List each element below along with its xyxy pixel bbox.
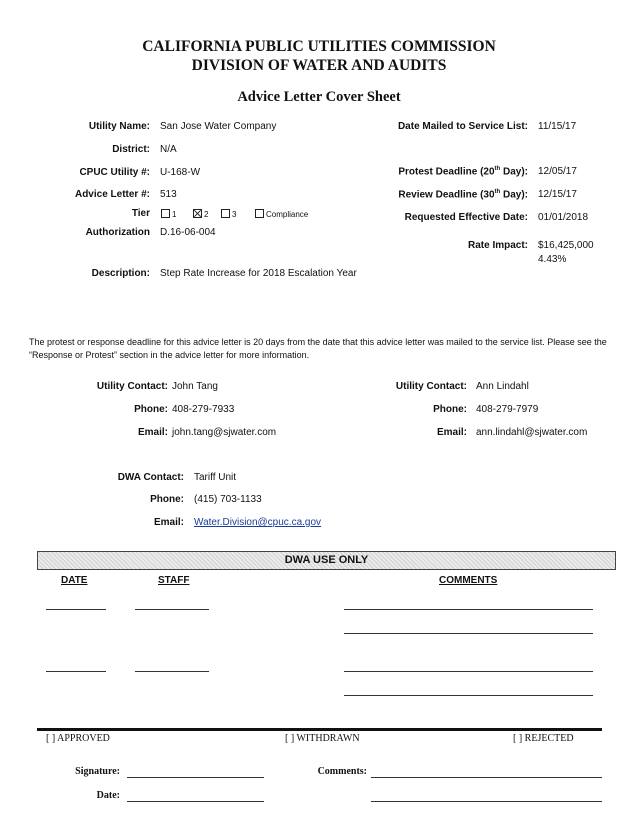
effective-date-label: Requested Effective Date: xyxy=(404,212,528,223)
page-title: Advice Letter Cover Sheet xyxy=(237,89,401,105)
district-value: N/A xyxy=(160,144,177,155)
comments-line-3 xyxy=(344,671,593,672)
review-deadline-value: 12/15/17 xyxy=(538,189,577,200)
utility-contact-name: John Tang xyxy=(172,381,218,392)
comments-column-header: COMMENTS xyxy=(439,575,498,586)
description-value: Step Rate Increase for 2018 Escalation Year xyxy=(160,268,357,279)
staff-line-2 xyxy=(135,671,209,672)
rate-impact-amount: $16,425,000 xyxy=(538,240,594,251)
tier-label: Tier xyxy=(131,208,150,219)
district-label: District: xyxy=(112,144,150,155)
effective-date-value: 01/01/2018 xyxy=(538,212,589,223)
tier-option-compliance[interactable]: Compliance xyxy=(255,209,308,219)
utility-contact-phone: 408-279-7933 xyxy=(172,404,235,415)
dwa-email-link[interactable]: Water.Division@cpuc.ca.gov xyxy=(194,517,322,528)
checkbox-icon xyxy=(255,209,264,218)
utility-contact-email-2[interactable]: ann.lindahl@sjwater.com xyxy=(476,427,588,438)
staff-line-1 xyxy=(135,609,209,610)
utility-contact-phone-2: 408-279-7979 xyxy=(476,404,539,415)
comments-line-2 xyxy=(344,633,593,634)
checkbox-icon xyxy=(221,209,230,218)
comments-signature-line[interactable] xyxy=(371,777,602,778)
date-line-1 xyxy=(46,609,106,610)
advice-letter-label: Advice Letter #: xyxy=(74,189,150,200)
phone-label: Phone: xyxy=(134,404,168,415)
email-label: Email: xyxy=(137,427,168,438)
date-column-header: DATE xyxy=(61,575,88,586)
utility-name-value: San Jose Water Company xyxy=(160,121,277,132)
email-label-2: Email: xyxy=(436,427,467,438)
dwa-contact-phone: (415) 703-1133 xyxy=(194,494,262,505)
authorization-value: D.16-06-004 xyxy=(160,227,216,238)
dwa-contact-name: Tariff Unit xyxy=(194,472,237,483)
dwa-phone-label: Phone: xyxy=(150,494,184,505)
divider xyxy=(37,728,602,731)
rejected-checkbox[interactable]: [ ] REJECTED xyxy=(513,733,574,744)
cpuc-utility-label: CPUC Utility #: xyxy=(79,167,150,178)
date-mailed-value: 11/15/17 xyxy=(538,121,577,132)
signature-label: Signature: xyxy=(75,766,120,777)
tier-option-2[interactable]: 2 xyxy=(193,209,208,219)
tier-option-1[interactable]: 1 xyxy=(161,209,176,219)
cpuc-utility-value: U-168-W xyxy=(160,167,201,178)
protest-deadline-value: 12/05/17 xyxy=(538,166,577,177)
withdrawn-checkbox[interactable]: [ ] WITHDRAWN xyxy=(285,733,360,744)
protest-deadline-label: Protest Deadline (20th Day): xyxy=(398,166,528,178)
utility-contact-email[interactable]: john.tang@sjwater.com xyxy=(172,427,277,438)
comments-line-1 xyxy=(344,609,593,610)
checkbox-icon xyxy=(161,209,170,218)
description-label: Description: xyxy=(91,268,150,279)
date-label: Date: xyxy=(96,790,120,801)
authorization-label: Authorization xyxy=(85,227,150,238)
dwa-email-label: Email: xyxy=(153,517,184,528)
date-line-2 xyxy=(46,671,106,672)
rate-impact-percent: 4.43% xyxy=(538,254,567,265)
deadline-notice: The protest or response deadline for this advice letter is 20 days from the date that this advice letter was mailed to the service list. Please see the “Response or Protest” section in the advice letter for more information. xyxy=(29,337,607,360)
comments-line-4 xyxy=(344,695,593,696)
utility-name-label: Utility Name: xyxy=(88,121,150,132)
advice-letter-value: 513 xyxy=(160,189,177,200)
phone-label-2: Phone: xyxy=(433,404,467,415)
date-mailed-label: Date Mailed to Service List: xyxy=(397,121,528,132)
rate-impact-label: Rate Impact: xyxy=(467,240,528,251)
staff-column-header: STAFF xyxy=(158,575,190,586)
review-deadline-label: Review Deadline (30th Day): xyxy=(398,189,528,201)
comments-label: Comments: xyxy=(317,766,367,777)
checked-checkbox-icon xyxy=(193,209,202,218)
tier-option-3[interactable]: 3 xyxy=(221,209,236,219)
dwa-use-only-banner: DWA USE ONLY xyxy=(37,551,616,570)
commission-title: CALIFORNIA PUBLIC UTILITIES COMMISSION xyxy=(142,38,496,55)
date-line[interactable] xyxy=(127,801,264,802)
signature-line[interactable] xyxy=(127,777,264,778)
dwa-contact-label: DWA Contact: xyxy=(117,472,184,483)
utility-contact-label-2: Utility Contact: xyxy=(395,381,467,392)
utility-contact-name-2: Ann Lindahl xyxy=(476,381,529,392)
comments-line-extra[interactable] xyxy=(371,801,602,802)
utility-contact-label: Utility Contact: xyxy=(96,381,168,392)
division-title: DIVISION OF WATER AND AUDITS xyxy=(191,57,447,74)
approved-checkbox[interactable]: [ ] APPROVED xyxy=(46,733,110,744)
